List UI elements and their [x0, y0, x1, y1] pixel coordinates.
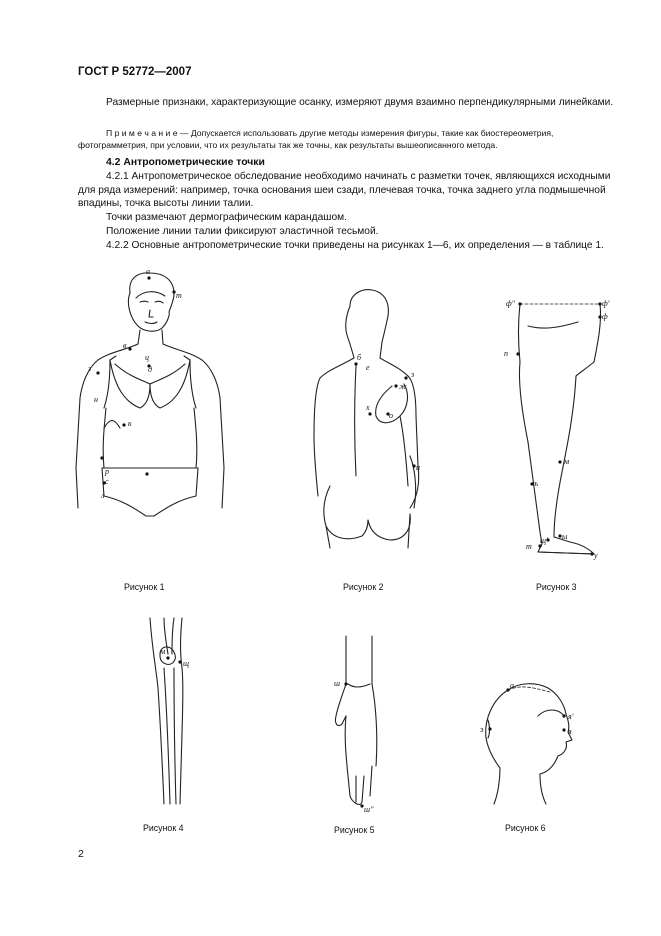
fig3-label-shch: щ' [540, 536, 548, 545]
fig1-label-k: к [128, 419, 132, 428]
figure-4-knee [140, 618, 210, 808]
document-header: ГОСТ Р 52772—2007 [78, 66, 192, 78]
fig1-label-n: н [94, 395, 98, 404]
fig2-label-zh: ж [399, 382, 407, 391]
fig1-label-s: с [105, 477, 109, 486]
fig1-label-t: т [176, 291, 182, 300]
fig6-label-a: а [510, 681, 514, 690]
figure-1-front-torso [70, 268, 230, 528]
note-text: — Допускается использовать другие методы измерения фигуры, такие как биостереометрия, фотограмметрия, при условии, что их результаты так же точны, как результаты вышеописанного метода. [78, 128, 554, 150]
paragraph-marks: Точки размечают дермографическим карандашом. [106, 212, 347, 223]
fig1-label-z: з [88, 364, 92, 373]
fig1-label-v: в [123, 341, 127, 350]
fig3-label-y: ы [562, 532, 568, 541]
figure-6-head-profile [478, 676, 588, 806]
figure-3-caption: Рисунок 3 [536, 582, 577, 592]
paragraph-posture: Размерные признаки, характеризующие осанку, измеряют двумя взаимно перпендикулярными линейками. [106, 97, 614, 108]
paragraph-waist: Положение линии талии фиксируют эластичной тесьмой. [106, 226, 379, 237]
fig4-label-shch: щ [183, 659, 190, 668]
fig5-label-sh: ш [334, 679, 341, 688]
page-number: 2 [78, 848, 84, 860]
fig3-label-hard: ъ [534, 479, 539, 488]
fig3-label-f: ф [602, 312, 608, 321]
figure-2-back-view [310, 286, 430, 566]
figure-1-caption: Рисунок 1 [124, 582, 165, 592]
fig1-label-ts: ц [145, 353, 149, 362]
fig6-label-ya1: я' [568, 712, 574, 721]
fig3-label-p: п [504, 349, 508, 358]
fig3-label-t: т [526, 542, 532, 551]
fig2-label-b: б [357, 353, 362, 362]
figure-2-caption: Рисунок 2 [343, 582, 384, 592]
fig1-label-d: д [148, 365, 153, 374]
fig2-label-z: з [411, 370, 415, 379]
fig3-label-m: м [564, 457, 570, 466]
fig2-label-kh: х [366, 403, 370, 412]
figure-4-caption: Рисунок 4 [143, 823, 184, 833]
fig6-label-ya: я [568, 727, 572, 736]
paragraph-4-2-2: 4.2.2 Основные антропометрические точки приведены на рисунках 1—6, их определения — в таблице 1. [106, 240, 604, 251]
figure-3-side-leg [498, 292, 618, 572]
fig2-label-o: о [389, 411, 393, 420]
fig6-label-e: э [480, 725, 484, 734]
note [78, 127, 614, 151]
figure-5-hand [332, 636, 392, 812]
paragraph-4-2-1: 4.2.1 Антропометрическое обследование необходимо начинать с разметки точек, являющихся исходными для ряда измерений: например, точка основания шеи сзади, плечевая точка, точка заднего угла подмышечной впадины, точка высоты линии талии. [78, 171, 611, 210]
note-label: П р и м е ч а н и е [106, 128, 178, 138]
section-title: 4.2 Антропометрические точки [106, 157, 265, 168]
fig4-label-m: м [160, 647, 166, 656]
fig3-label-f2: ф' [602, 299, 610, 308]
fig1-label-l: л [101, 491, 105, 500]
figure-5-caption: Рисунок 5 [334, 825, 375, 835]
fig3-label-f1: ф'' [506, 299, 516, 308]
fig1-label-r: р [105, 467, 109, 476]
fig2-label-e: е [366, 363, 370, 372]
fig3-label-u: у [594, 551, 598, 560]
fig2-label-i: и [416, 463, 420, 472]
figure-6-caption: Рисунок 6 [505, 823, 546, 833]
fig1-label-a: а [146, 267, 150, 276]
fig5-label-sh2: ш'' [364, 805, 374, 814]
